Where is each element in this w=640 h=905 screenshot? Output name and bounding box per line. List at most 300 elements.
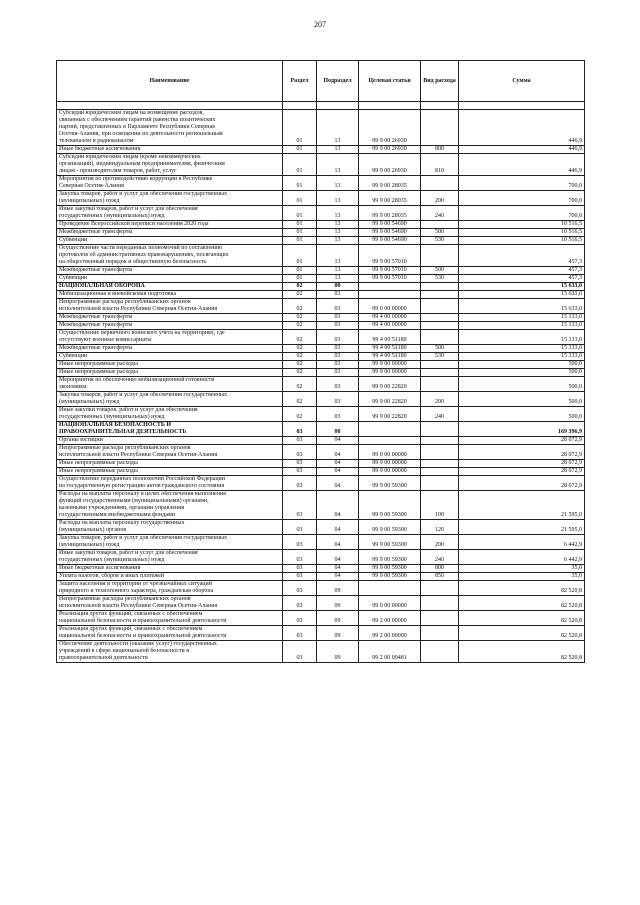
cell-amount: 500,0 <box>459 407 585 422</box>
cell-name: Иные непрограммные расходы <box>57 460 283 468</box>
cell-name: Субвенции <box>57 275 283 283</box>
cell-expense-type <box>421 437 459 445</box>
cell-name: Закупка товаров, работ и услуг для обеспечения государственных (муниципальных) нужд <box>57 392 283 407</box>
cell-target: 99 4 00 51180 <box>359 345 421 353</box>
cell-target: 99 9 00 57010 <box>359 275 421 283</box>
cell-amount: 15 133,0 <box>459 322 585 330</box>
cell-expense-type: 200 <box>421 191 459 206</box>
cell-subsection: 13 <box>317 245 359 267</box>
cell-target: 99 9 00 59300 <box>359 535 421 550</box>
cell-section: 01 <box>283 245 317 267</box>
cell-section: 01 <box>283 176 317 191</box>
cell-amount: 500,0 <box>459 361 585 369</box>
cell-target: 99 9 00 59300 <box>359 550 421 565</box>
cell-expense-type <box>421 322 459 330</box>
cell-expense-type: 240 <box>421 206 459 221</box>
cell-target: 99 9 00 59300 <box>359 565 421 573</box>
cell-section: 02 <box>283 369 317 377</box>
table-row <box>57 535 585 550</box>
cell-section: 03 <box>283 491 317 520</box>
cell-expense-type <box>421 102 459 110</box>
cell-target: 99 9 00 22820 <box>359 392 421 407</box>
cell-section: 03 <box>283 468 317 476</box>
cell-name: Иные непрограммные расходы <box>57 361 283 369</box>
cell-subsection <box>317 102 359 110</box>
cell-subsection: 09 <box>317 581 359 596</box>
cell-amount: 700,0 <box>459 191 585 206</box>
cell-subsection: 04 <box>317 491 359 520</box>
cell-target: 99 9 00 59300 <box>359 520 421 535</box>
cell-expense-type: 500 <box>421 267 459 275</box>
cell-amount: 28 072,9 <box>459 437 585 445</box>
cell-target: 99 9 00 22820 <box>359 407 421 422</box>
cell-target: 99 9 00 54690 <box>359 221 421 229</box>
cell-section: 01 <box>283 221 317 229</box>
cell-section: 03 <box>283 626 317 641</box>
cell-expense-type <box>421 299 459 314</box>
cell-expense-type <box>421 596 459 611</box>
cell-expense-type <box>421 221 459 229</box>
cell-name: НАЦИОНАЛЬНАЯ ОБОРОНА <box>57 283 283 291</box>
cell-section: 02 <box>283 392 317 407</box>
cell-name: Проведение Всероссийской переписи населения 2020 года <box>57 221 283 229</box>
cell-amount: 15 633,0 <box>459 299 585 314</box>
cell-amount: 10 516,5 <box>459 221 585 229</box>
cell-expense-type <box>421 330 459 345</box>
cell-name: Обеспечение деятельности (оказание услуг) государственных учреждений в сфере национальной безопасности и правоохранительной деятельности <box>57 641 283 663</box>
cell-expense-type: 530 <box>421 353 459 361</box>
cell-subsection: 04 <box>317 460 359 468</box>
cell-subsection: 13 <box>317 176 359 191</box>
cell-name: Мероприятия по противодействию коррупции в Республике Северная Осетия-Алания <box>57 176 283 191</box>
cell-amount: 21 595,0 <box>459 491 585 520</box>
cell-subsection: 13 <box>317 146 359 154</box>
cell-section: 03 <box>283 550 317 565</box>
cell-amount: 457,3 <box>459 245 585 267</box>
cell-amount: 15 633,0 <box>459 283 585 291</box>
cell-expense-type <box>421 581 459 596</box>
cell-target <box>359 283 421 291</box>
cell-name: Субвенции <box>57 237 283 245</box>
cell-section: 02 <box>283 353 317 361</box>
cell-name: Осуществление части переданных полномочий по составлению протоколов об административных правонарушениях, посягающих на общественный порядок и общественную безопасность <box>57 245 283 267</box>
cell-amount: 15 133,0 <box>459 330 585 345</box>
cell-amount: 10 516,5 <box>459 229 585 237</box>
cell-section: 02 <box>283 407 317 422</box>
table-row <box>57 550 585 565</box>
cell-section: 02 <box>283 299 317 314</box>
cell-section: 01 <box>283 206 317 221</box>
table-row <box>57 267 585 275</box>
cell-amount: 446,9 <box>459 146 585 154</box>
cell-amount: 169 396,9 <box>459 422 585 437</box>
table-row <box>57 299 585 314</box>
cell-name: Иные закупки товаров, работ и услуг для обеспечения государственных (муниципальных) нужд <box>57 407 283 422</box>
cell-subsection: 13 <box>317 275 359 283</box>
cell-subsection: 03 <box>317 291 359 299</box>
cell-expense-type <box>421 110 459 146</box>
cell-section: 02 <box>283 345 317 353</box>
cell-expense-type <box>421 445 459 460</box>
cell-target: 99 9 00 00000 <box>359 460 421 468</box>
cell-target <box>359 291 421 299</box>
cell-expense-type: 100 <box>421 491 459 520</box>
cell-section: 03 <box>283 535 317 550</box>
cell-amount: 82 520,8 <box>459 581 585 596</box>
table-row <box>57 641 585 663</box>
cell-subsection: 04 <box>317 520 359 535</box>
table-row <box>57 330 585 345</box>
column-header-expense-type: Вид расхода <box>421 61 459 102</box>
table-row <box>57 369 585 377</box>
table-row <box>57 581 585 596</box>
table-row <box>57 237 585 245</box>
table-row <box>57 314 585 322</box>
table-row <box>57 102 585 110</box>
cell-section: 02 <box>283 314 317 322</box>
cell-subsection: 09 <box>317 611 359 626</box>
cell-amount: 457,3 <box>459 267 585 275</box>
cell-subsection: 03 <box>317 330 359 345</box>
cell-expense-type: 500 <box>421 229 459 237</box>
cell-expense-type: 200 <box>421 392 459 407</box>
cell-name: Межбюджетные трансферты <box>57 322 283 330</box>
table-row <box>57 283 585 291</box>
cell-subsection: 03 <box>317 314 359 322</box>
cell-name: Закупка товаров, работ и услуг для обеспечения государственных (муниципальных) нужд <box>57 191 283 206</box>
cell-amount: 446,9 <box>459 110 585 146</box>
table-row <box>57 476 585 491</box>
cell-expense-type <box>421 176 459 191</box>
cell-name: НАЦИОНАЛЬНАЯ БЕЗОПАСНОСТЬ И ПРАВООХРАНИТЕЛЬНАЯ ДЕЯТЕЛЬНОСТЬ <box>57 422 283 437</box>
cell-name: Иные бюджетные ассигнования <box>57 146 283 154</box>
column-header-target: Целевая статья <box>359 61 421 102</box>
table-row <box>57 407 585 422</box>
cell-target: 99 9 00 28035 <box>359 191 421 206</box>
cell-name: Субсидии юридическим лицам на возмещение расходов, связанных с обеспечением гарантий равенства политических партий, представленных в Парламенте Республики Северная Осетия-Алания, при освещении их деятельности региональным телеканалом и радиоканалом <box>57 110 283 146</box>
cell-amount: 700,0 <box>459 206 585 221</box>
cell-expense-type <box>421 245 459 267</box>
table-row <box>57 460 585 468</box>
cell-name: Расходы на выплаты персоналу государственных (муниципальных) органов <box>57 520 283 535</box>
cell-target: 99 9 00 22820 <box>359 377 421 392</box>
cell-subsection: 13 <box>317 110 359 146</box>
cell-subsection: 13 <box>317 267 359 275</box>
cell-target: 99 0 00 00000 <box>359 445 421 460</box>
cell-name: Мероприятия по обеспечению мобилизационной готовности экономики <box>57 377 283 392</box>
column-header-subsection: Подраздел <box>317 61 359 102</box>
table-row <box>57 437 585 445</box>
cell-name: Межбюджетные трансферты <box>57 345 283 353</box>
cell-name: Непрограммные расходы республиканских органов исполнительной власти Республики Северная Осетия-Алания <box>57 445 283 460</box>
cell-expense-type: 800 <box>421 565 459 573</box>
cell-section: 01 <box>283 146 317 154</box>
cell-target: 99 9 00 54690 <box>359 237 421 245</box>
table-row <box>57 422 585 437</box>
cell-subsection: 03 <box>317 353 359 361</box>
cell-amount: 82 520,8 <box>459 641 585 663</box>
cell-subsection: 04 <box>317 445 359 460</box>
cell-section: 03 <box>283 596 317 611</box>
cell-amount: 446,9 <box>459 154 585 176</box>
cell-target: 99 9 00 26930 <box>359 110 421 146</box>
column-header-amount: Сумма <box>459 61 585 102</box>
cell-section: 01 <box>283 275 317 283</box>
cell-name: Защита населения и территории от чрезвычайных ситуаций природного и техногенного характера, гражданская оборона <box>57 581 283 596</box>
cell-name: Реализация других функций, связанных с обеспечением национальной безопасности и правоохранительной деятельности <box>57 626 283 641</box>
table-header-row <box>57 61 585 102</box>
cell-target: 99 9 00 59300 <box>359 573 421 581</box>
table-row <box>57 345 585 353</box>
cell-expense-type <box>421 626 459 641</box>
cell-expense-type: 240 <box>421 550 459 565</box>
table-row <box>57 468 585 476</box>
cell-target: 99 9 00 57010 <box>359 245 421 267</box>
table-row <box>57 221 585 229</box>
cell-subsection: 03 <box>317 299 359 314</box>
cell-subsection: 04 <box>317 476 359 491</box>
table-row <box>57 377 585 392</box>
cell-target: 99 4 00 51180 <box>359 330 421 345</box>
cell-name: Осуществление переданных полномочий Российской Федерации на государственную регистрацию актов гражданского состояния <box>57 476 283 491</box>
cell-section: 02 <box>283 330 317 345</box>
cell-section: 03 <box>283 520 317 535</box>
cell-section: 01 <box>283 110 317 146</box>
cell-amount: 6 442,9 <box>459 535 585 550</box>
table-row <box>57 565 585 573</box>
cell-section: 03 <box>283 445 317 460</box>
cell-subsection: 13 <box>317 229 359 237</box>
cell-expense-type <box>421 291 459 299</box>
cell-section: 03 <box>283 437 317 445</box>
cell-expense-type: 810 <box>421 154 459 176</box>
cell-subsection: 03 <box>317 369 359 377</box>
cell-name: Иные непрограммные расходы <box>57 369 283 377</box>
cell-expense-type <box>421 611 459 626</box>
cell-name: Межбюджетные трансферты <box>57 229 283 237</box>
table-row <box>57 146 585 154</box>
cell-subsection: 09 <box>317 626 359 641</box>
cell-amount: 82 520,8 <box>459 626 585 641</box>
page-number: 207 <box>314 20 326 29</box>
table-row <box>57 154 585 176</box>
cell-subsection: 03 <box>317 361 359 369</box>
cell-amount: 500,0 <box>459 377 585 392</box>
cell-expense-type: 200 <box>421 535 459 550</box>
cell-section: 03 <box>283 565 317 573</box>
cell-name: Иные бюджетные ассигнования <box>57 565 283 573</box>
cell-target <box>359 437 421 445</box>
cell-target: 99 4 00 00000 <box>359 314 421 322</box>
table-row <box>57 353 585 361</box>
cell-amount: 10 516,5 <box>459 237 585 245</box>
cell-expense-type <box>421 377 459 392</box>
cell-section: 01 <box>283 237 317 245</box>
cell-subsection: 04 <box>317 437 359 445</box>
cell-section: 03 <box>283 611 317 626</box>
cell-section <box>283 102 317 110</box>
cell-section: 02 <box>283 283 317 291</box>
table-row <box>57 445 585 460</box>
cell-subsection: 13 <box>317 154 359 176</box>
cell-section: 03 <box>283 573 317 581</box>
cell-name: Субвенции <box>57 353 283 361</box>
table-row <box>57 245 585 267</box>
cell-subsection: 04 <box>317 550 359 565</box>
cell-amount: 15 633,0 <box>459 291 585 299</box>
table-row <box>57 322 585 330</box>
budget-table <box>56 60 585 663</box>
cell-subsection: 00 <box>317 283 359 291</box>
table-row <box>57 392 585 407</box>
cell-expense-type <box>421 369 459 377</box>
cell-name: Органы юстиции <box>57 437 283 445</box>
cell-expense-type: 530 <box>421 275 459 283</box>
table-row <box>57 361 585 369</box>
cell-subsection: 03 <box>317 377 359 392</box>
table-row <box>57 291 585 299</box>
cell-target: 99 0 00 00000 <box>359 596 421 611</box>
cell-target: 99 9 00 26930 <box>359 154 421 176</box>
cell-amount: 457,3 <box>459 275 585 283</box>
cell-expense-type <box>421 468 459 476</box>
table-row <box>57 611 585 626</box>
cell-amount: 500,0 <box>459 392 585 407</box>
cell-name: Субсидии юридическим лицам (кроме некоммерческих организаций), индивидуальным предпринимателям, физическим лицам - производителям товаров, работ, услуг <box>57 154 283 176</box>
table-row <box>57 491 585 520</box>
table-row <box>57 520 585 535</box>
cell-subsection: 04 <box>317 468 359 476</box>
table-row <box>57 596 585 611</box>
cell-expense-type: 530 <box>421 237 459 245</box>
cell-subsection: 03 <box>317 345 359 353</box>
cell-expense-type: 850 <box>421 573 459 581</box>
cell-subsection: 03 <box>317 322 359 330</box>
table-row <box>57 573 585 581</box>
cell-expense-type: 800 <box>421 146 459 154</box>
cell-expense-type <box>421 641 459 663</box>
cell-amount: 700,0 <box>459 176 585 191</box>
cell-target: 99 4 00 00000 <box>359 322 421 330</box>
cell-section: 03 <box>283 422 317 437</box>
cell-section: 03 <box>283 460 317 468</box>
cell-target: 99 9 00 54690 <box>359 229 421 237</box>
table-row <box>57 110 585 146</box>
cell-name: Осуществление первичного воинского учета на территориях, где отсутствуют военные комиссариаты <box>57 330 283 345</box>
cell-amount: 82 520,8 <box>459 596 585 611</box>
cell-section: 01 <box>283 154 317 176</box>
cell-amount: 15 133,0 <box>459 353 585 361</box>
cell-amount: 21 595,0 <box>459 520 585 535</box>
cell-name: Межбюджетные трансферты <box>57 267 283 275</box>
cell-section: 01 <box>283 229 317 237</box>
cell-section: 02 <box>283 291 317 299</box>
table-row <box>57 176 585 191</box>
cell-expense-type <box>421 476 459 491</box>
cell-name: Расходы на выплаты персоналу в целях обеспечения выполнения функций государственными (муниципальными) органами, казенными учреждениями, органами управления государственными внебюджетными фондами <box>57 491 283 520</box>
cell-target: 99 2 00 00000 <box>359 611 421 626</box>
cell-subsection: 03 <box>317 392 359 407</box>
cell-target: 99 9 00 59300 <box>359 491 421 520</box>
cell-subsection: 13 <box>317 237 359 245</box>
cell-amount: 35,0 <box>459 565 585 573</box>
cell-target: 99 0 00 00000 <box>359 299 421 314</box>
cell-subsection: 04 <box>317 535 359 550</box>
cell-subsection: 09 <box>317 641 359 663</box>
cell-name: Иные закупки товаров, работ и услуг для обеспечения государственных (муниципальных) нужд <box>57 550 283 565</box>
cell-amount: 28 072,9 <box>459 468 585 476</box>
cell-amount: 500,0 <box>459 369 585 377</box>
cell-subsection: 04 <box>317 573 359 581</box>
cell-expense-type <box>421 460 459 468</box>
cell-amount: 28 072,9 <box>459 460 585 468</box>
cell-name: Непрограммные расходы республиканских органов исполнительной власти Республики Северная Осетия-Алания <box>57 299 283 314</box>
cell-target: 99 9 00 28035 <box>359 206 421 221</box>
cell-section: 03 <box>283 476 317 491</box>
cell-amount <box>459 102 585 110</box>
cell-subsection: 13 <box>317 221 359 229</box>
cell-target: 99 9 00 26930 <box>359 146 421 154</box>
table-row <box>57 229 585 237</box>
cell-target: 99 9 00 28035 <box>359 176 421 191</box>
cell-expense-type: 500 <box>421 345 459 353</box>
cell-expense-type: 240 <box>421 407 459 422</box>
cell-target: 99 9 00 00000 <box>359 361 421 369</box>
cell-section: 02 <box>283 361 317 369</box>
cell-name: Иные закупки товаров, работ и услуг для обеспечения государственных (муниципальных) нужд <box>57 206 283 221</box>
cell-target: 99 9 00 00000 <box>359 468 421 476</box>
cell-name: Закупка товаров, работ и услуг для обеспечения государственных (муниципальных) нужд <box>57 535 283 550</box>
cell-section: 01 <box>283 267 317 275</box>
cell-target: 99 9 00 00000 <box>359 369 421 377</box>
cell-section: 03 <box>283 641 317 663</box>
cell-subsection: 00 <box>317 422 359 437</box>
cell-subsection: 03 <box>317 407 359 422</box>
table-row <box>57 626 585 641</box>
cell-target: 99 2 00 00481 <box>359 641 421 663</box>
cell-name: Межбюджетные трансферты <box>57 314 283 322</box>
cell-subsection: 13 <box>317 206 359 221</box>
cell-target: 99 4 00 51180 <box>359 353 421 361</box>
cell-section: 02 <box>283 377 317 392</box>
cell-expense-type <box>421 314 459 322</box>
cell-expense-type: 120 <box>421 520 459 535</box>
cell-amount: 6 442,9 <box>459 550 585 565</box>
cell-expense-type <box>421 283 459 291</box>
cell-section: 02 <box>283 322 317 330</box>
column-header-name: Наименование <box>57 61 283 102</box>
cell-expense-type <box>421 422 459 437</box>
cell-target: 99 9 00 59300 <box>359 476 421 491</box>
cell-subsection: 04 <box>317 565 359 573</box>
cell-amount: 15 133,0 <box>459 345 585 353</box>
cell-name: Реализация других функций, связанных с обеспечением национальной безопасности и правоохранительной деятельности <box>57 611 283 626</box>
cell-target <box>359 422 421 437</box>
cell-amount: 82 520,8 <box>459 611 585 626</box>
cell-amount: 28 072,9 <box>459 445 585 460</box>
cell-name: Непрограммные расходы республиканских органов исполнительной власти Республики Северная Осетия-Алания <box>57 596 283 611</box>
cell-target <box>359 581 421 596</box>
cell-name <box>57 102 283 110</box>
cell-target <box>359 102 421 110</box>
cell-subsection: 13 <box>317 191 359 206</box>
table-body <box>57 102 585 663</box>
table-row <box>57 275 585 283</box>
cell-expense-type <box>421 361 459 369</box>
table-row <box>57 191 585 206</box>
cell-amount: 15 133,0 <box>459 314 585 322</box>
cell-name: Мобилизационная и вневойсковая подготовка <box>57 291 283 299</box>
